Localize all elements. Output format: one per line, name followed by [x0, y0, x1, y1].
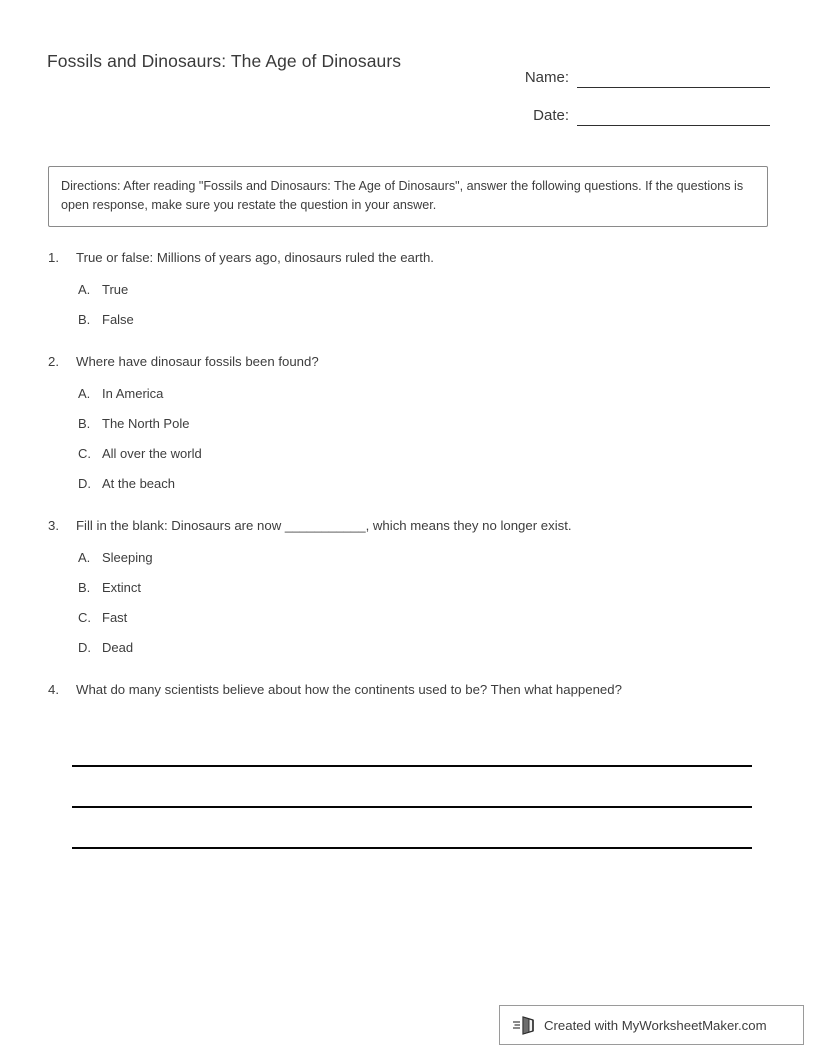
option-text: Dead: [102, 640, 134, 655]
option-letter: A.: [78, 386, 91, 401]
option-text: True: [102, 282, 129, 297]
answer-line[interactable]: [72, 808, 752, 849]
option-letter: B.: [78, 312, 91, 327]
option-text: At the beach: [102, 476, 175, 491]
answer-option[interactable]: [0, 414, 816, 434]
question-stem: [0, 680, 816, 700]
answer-option[interactable]: [0, 310, 816, 330]
name-label: Name:: [524, 69, 569, 86]
date-input-line[interactable]: [577, 107, 770, 126]
name-field-row: [470, 50, 770, 88]
question-stem: [0, 248, 816, 268]
created-with-badge[interactable]: [499, 1005, 804, 1045]
question-text: Where have dinosaur fossils been found?: [76, 354, 319, 369]
questions-list: [0, 248, 816, 871]
name-date-fields: [470, 50, 770, 126]
worksheet-header: [0, 0, 816, 140]
question-stem: [0, 352, 816, 372]
option-text: The North Pole: [102, 416, 190, 431]
worksheet-maker-logo-icon: [512, 1014, 538, 1036]
question-text: What do many scientists believe about how the continents used to be? Then what happened?: [76, 682, 622, 697]
directions-text: Directions: After reading "Fossils and Dinosaurs: The Age of Dinosaurs", answer the following questions. If the questions is open response, make sure you restate the question in your answer.: [61, 179, 744, 212]
answer-options: [0, 548, 816, 658]
answer-option[interactable]: [0, 384, 816, 404]
answer-option[interactable]: [0, 444, 816, 464]
option-letter: D.: [78, 476, 91, 491]
answer-option[interactable]: [0, 608, 816, 628]
option-text: Extinct: [102, 580, 142, 595]
answer-option[interactable]: [0, 548, 816, 568]
open-response-answer-area[interactable]: [0, 726, 816, 849]
option-letter: D.: [78, 640, 91, 655]
question-stem: [0, 516, 816, 536]
answer-option[interactable]: [0, 578, 816, 598]
answer-option[interactable]: [0, 474, 816, 494]
option-letter: B.: [78, 416, 91, 431]
question-text: True or false: Millions of years ago, dinosaurs ruled the earth.: [76, 250, 434, 265]
answer-line[interactable]: [72, 767, 752, 808]
question-block: [0, 352, 816, 494]
option-letter: B.: [78, 580, 91, 595]
question-block: [0, 680, 816, 849]
directions-box: [48, 166, 768, 227]
page-title: Fossils and Dinosaurs: The Age of Dinosaurs: [47, 51, 402, 71]
answer-options: [0, 280, 816, 330]
option-text: Sleeping: [102, 550, 153, 565]
option-text: All over the world: [102, 446, 202, 461]
answer-line[interactable]: [72, 726, 752, 767]
question-block: [0, 248, 816, 330]
option-letter: A.: [78, 550, 91, 565]
name-input-line[interactable]: [577, 69, 770, 88]
option-text: False: [102, 312, 134, 327]
answer-option[interactable]: [0, 280, 816, 300]
question-text: Fill in the blank: Dinosaurs are now ___________, which means they no longer exist.: [76, 518, 572, 533]
answer-option[interactable]: [0, 638, 816, 658]
question-number: 2.: [48, 354, 59, 369]
option-letter: A.: [78, 282, 91, 297]
question-number: 4.: [48, 682, 59, 697]
created-with-badge-label: Created with MyWorksheetMaker.com: [544, 1017, 767, 1033]
date-label: Date:: [533, 107, 569, 124]
answer-options: [0, 384, 816, 494]
option-letter: C.: [78, 446, 91, 461]
question-number: 3.: [48, 518, 59, 533]
date-field-row: [470, 88, 770, 126]
option-letter: C.: [78, 610, 91, 625]
option-text: In America: [102, 386, 164, 401]
question-block: [0, 516, 816, 658]
option-text: Fast: [102, 610, 128, 625]
question-number: 1.: [48, 250, 59, 265]
